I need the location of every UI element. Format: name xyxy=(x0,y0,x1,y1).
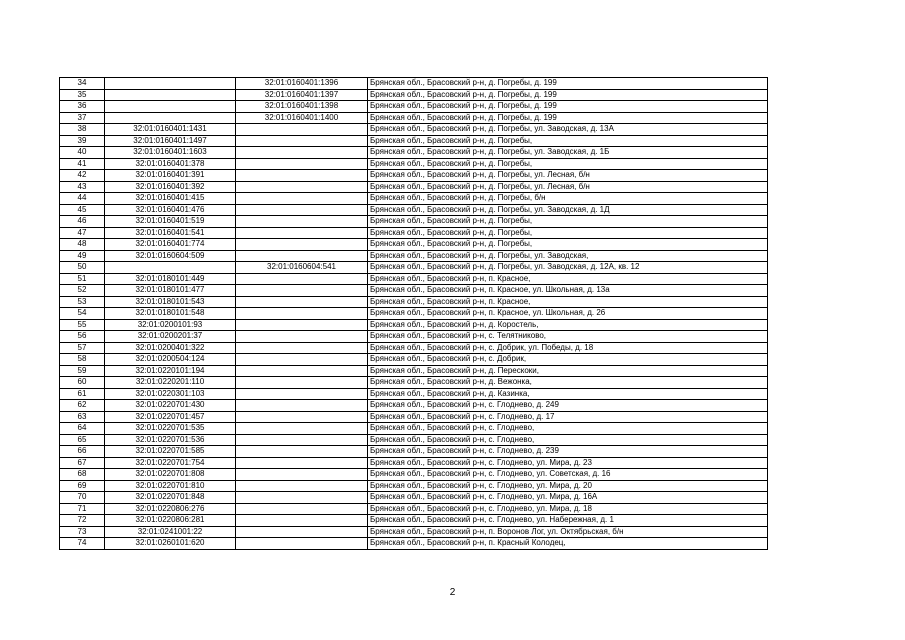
cadastral-number-alt-cell xyxy=(236,411,368,423)
cadastral-number-alt-cell xyxy=(236,239,368,251)
address-cell: Брянская обл., Брасовский р-н, п. Красный Колодец, xyxy=(368,538,768,550)
address-cell: Брянская обл., Брасовский р-н, д. Погребы, xyxy=(368,135,768,147)
cadastral-number-cell: 32:01:0160401:378 xyxy=(105,158,236,170)
cadastral-number-alt-cell xyxy=(236,124,368,136)
table-row xyxy=(60,331,768,343)
cadastral-number-cell: 32:01:0200101:93 xyxy=(105,319,236,331)
row-number-cell: 41 xyxy=(60,158,105,170)
table-row xyxy=(60,227,768,239)
row-number-cell: 51 xyxy=(60,273,105,285)
cadastral-number-cell: 32:01:0180101:449 xyxy=(105,273,236,285)
address-cell: Брянская обл., Брасовский р-н, с. Добрик, ул. Победы, д. 18 xyxy=(368,342,768,354)
cadastral-number-alt-cell xyxy=(236,308,368,320)
address-cell: Брянская обл., Брасовский р-н, п. Красное, xyxy=(368,273,768,285)
cadastral-number-cell: 32:01:0220201:110 xyxy=(105,377,236,389)
address-cell: Брянская обл., Брасовский р-н, д. Погребы, xyxy=(368,227,768,239)
table-row xyxy=(60,538,768,550)
cadastral-number-alt-cell xyxy=(236,135,368,147)
table-row xyxy=(60,526,768,538)
address-cell: Брянская обл., Брасовский р-н, д. Погребы, ул. Заводская, д. 12А, кв. 12 xyxy=(368,262,768,274)
cadastral-number-alt-cell xyxy=(236,492,368,504)
cadastral-number-cell: 32:01:0200401:322 xyxy=(105,342,236,354)
cadastral-number-alt-cell xyxy=(236,250,368,262)
row-number-cell: 53 xyxy=(60,296,105,308)
table-row xyxy=(60,503,768,515)
cadastral-number-alt-cell xyxy=(236,469,368,481)
cadastral-number-alt-cell xyxy=(236,181,368,193)
cadastral-number-alt-cell xyxy=(236,515,368,527)
row-number-cell: 52 xyxy=(60,285,105,297)
cadastral-number-cell: 32:01:0220301:103 xyxy=(105,388,236,400)
address-cell: Брянская обл., Брасовский р-н, с. Телятниково, xyxy=(368,331,768,343)
address-cell: Брянская обл., Брасовский р-н, п. Красное, ул. Школьная, д. 13а xyxy=(368,285,768,297)
cadastral-number-alt-cell xyxy=(236,446,368,458)
cadastral-number-cell: 32:01:0220701:754 xyxy=(105,457,236,469)
table-row xyxy=(60,124,768,136)
row-number-cell: 59 xyxy=(60,365,105,377)
row-number-cell: 70 xyxy=(60,492,105,504)
address-cell: Брянская обл., Брасовский р-н, д. Погребы, ул. Заводская, xyxy=(368,250,768,262)
row-number-cell: 67 xyxy=(60,457,105,469)
cadastral-number-cell: 32:01:0160401:415 xyxy=(105,193,236,205)
cadastral-number-cell: 32:01:0160401:774 xyxy=(105,239,236,251)
address-cell: Брянская обл., Брасовский р-н, д. Погребы, ул. Заводская, д. 1Д xyxy=(368,204,768,216)
address-cell: Брянская обл., Брасовский р-н, с. Глоднево, xyxy=(368,434,768,446)
cadastral-number-cell: 32:01:0180101:477 xyxy=(105,285,236,297)
row-number-cell: 44 xyxy=(60,193,105,205)
cadastral-number-cell: 32:01:0220701:848 xyxy=(105,492,236,504)
cadastral-number-cell xyxy=(105,262,236,274)
table-row xyxy=(60,135,768,147)
address-cell: Брянская обл., Брасовский р-н, с. Глоднево, д. 239 xyxy=(368,446,768,458)
cadastral-number-cell: 32:01:0220806:281 xyxy=(105,515,236,527)
cadastral-number-alt-cell xyxy=(236,227,368,239)
address-cell: Брянская обл., Брасовский р-н, д. Перескоки, xyxy=(368,365,768,377)
cadastral-number-alt-cell xyxy=(236,423,368,435)
address-cell: Брянская обл., Брасовский р-н, д. Погребы, ул. Заводская, д. 1Б xyxy=(368,147,768,159)
cadastral-number-cell: 32:01:0220701:536 xyxy=(105,434,236,446)
address-cell: Брянская обл., Брасовский р-н, п. Воронов Лог, ул. Октябрьская, б/н xyxy=(368,526,768,538)
row-number-cell: 63 xyxy=(60,411,105,423)
cadastral-number-cell: 32:01:0220701:810 xyxy=(105,480,236,492)
cadastral-number-alt-cell xyxy=(236,365,368,377)
table-row xyxy=(60,112,768,124)
row-number-cell: 45 xyxy=(60,204,105,216)
cadastral-number-cell: 32:01:0200201:37 xyxy=(105,331,236,343)
cadastral-number-alt-cell xyxy=(236,285,368,297)
row-number-cell: 42 xyxy=(60,170,105,182)
cadastral-number-cell: 32:01:0160401:476 xyxy=(105,204,236,216)
cadastral-number-alt-cell xyxy=(236,400,368,412)
cadastral-number-alt-cell xyxy=(236,296,368,308)
table-row xyxy=(60,388,768,400)
cadastral-number-cell: 32:01:0160401:391 xyxy=(105,170,236,182)
row-number-cell: 57 xyxy=(60,342,105,354)
cadastral-number-cell: 32:01:0220701:535 xyxy=(105,423,236,435)
cadastral-number-alt-cell xyxy=(236,170,368,182)
address-cell: Брянская обл., Брасовский р-н, д. Погребы, д. 199 xyxy=(368,78,768,90)
cadastral-number-cell: 32:01:0180101:548 xyxy=(105,308,236,320)
address-cell: Брянская обл., Брасовский р-н, д. Погребы, д. 199 xyxy=(368,101,768,113)
row-number-cell: 54 xyxy=(60,308,105,320)
address-cell: Брянская обл., Брасовский р-н, д. Коростель, xyxy=(368,319,768,331)
table-row xyxy=(60,216,768,228)
cadastral-number-alt-cell xyxy=(236,457,368,469)
cadastral-number-alt-cell: 32:01:0160401:1397 xyxy=(236,89,368,101)
cadastral-number-cell: 32:01:0260101:620 xyxy=(105,538,236,550)
cadastral-number-cell: 32:01:0220701:808 xyxy=(105,469,236,481)
cadastral-number-alt-cell xyxy=(236,342,368,354)
address-cell: Брянская обл., Брасовский р-н, п. Красное, xyxy=(368,296,768,308)
cadastral-number-alt-cell xyxy=(236,158,368,170)
row-number-cell: 49 xyxy=(60,250,105,262)
cadastral-number-alt-cell xyxy=(236,503,368,515)
cadastral-number-alt-cell xyxy=(236,434,368,446)
row-number-cell: 38 xyxy=(60,124,105,136)
table-body xyxy=(60,78,768,550)
cadastral-number-cell xyxy=(105,78,236,90)
address-cell: Брянская обл., Брасовский р-н, с. Глоднево, ул. Советская, д. 16 xyxy=(368,469,768,481)
cadastral-number-alt-cell: 32:01:0160401:1396 xyxy=(236,78,368,90)
address-cell: Брянская обл., Брасовский р-н, с. Глоднево, xyxy=(368,423,768,435)
cadastral-number-cell xyxy=(105,112,236,124)
row-number-cell: 69 xyxy=(60,480,105,492)
row-number-cell: 72 xyxy=(60,515,105,527)
table-row xyxy=(60,342,768,354)
cadastral-number-alt-cell xyxy=(236,354,368,366)
cadastral-number-cell: 32:01:0160401:1431 xyxy=(105,124,236,136)
cadastral-number-cell: 32:01:0241001:22 xyxy=(105,526,236,538)
row-number-cell: 73 xyxy=(60,526,105,538)
table-row xyxy=(60,239,768,251)
address-cell: Брянская обл., Брасовский р-н, с. Глоднево, д. 17 xyxy=(368,411,768,423)
table-row xyxy=(60,457,768,469)
address-cell: Брянская обл., Брасовский р-н, д. Погребы, д. 199 xyxy=(368,112,768,124)
address-cell: Брянская обл., Брасовский р-н, д. Погребы, д. 199 xyxy=(368,89,768,101)
row-number-cell: 60 xyxy=(60,377,105,389)
address-cell: Брянская обл., Брасовский р-н, д. Погребы, ул. Лесная, б/н xyxy=(368,170,768,182)
cadastral-number-alt-cell xyxy=(236,319,368,331)
row-number-cell: 61 xyxy=(60,388,105,400)
cadastral-number-cell: 32:01:0180101:543 xyxy=(105,296,236,308)
table-row xyxy=(60,469,768,481)
row-number-cell: 34 xyxy=(60,78,105,90)
page-number: 2 xyxy=(449,587,456,598)
cadastral-number-alt-cell xyxy=(236,273,368,285)
row-number-cell: 43 xyxy=(60,181,105,193)
cadastral-number-cell xyxy=(105,101,236,113)
address-cell: Брянская обл., Брасовский р-н, с. Добрик, xyxy=(368,354,768,366)
row-number-cell: 40 xyxy=(60,147,105,159)
address-cell: Брянская обл., Брасовский р-н, д. Погребы, ул. Заводская, д. 13А xyxy=(368,124,768,136)
row-number-cell: 62 xyxy=(60,400,105,412)
cadastral-number-alt-cell xyxy=(236,480,368,492)
row-number-cell: 50 xyxy=(60,262,105,274)
cadastral-number-alt-cell: 32:01:0160401:1398 xyxy=(236,101,368,113)
cadastral-table xyxy=(59,77,768,550)
table-row xyxy=(60,492,768,504)
table-row xyxy=(60,377,768,389)
row-number-cell: 65 xyxy=(60,434,105,446)
table-row xyxy=(60,101,768,113)
cadastral-number-cell: 32:01:0160401:519 xyxy=(105,216,236,228)
address-cell: Брянская обл., Брасовский р-н, с. Глоднево, д. 249 xyxy=(368,400,768,412)
address-cell: Брянская обл., Брасовский р-н, д. Казинка, xyxy=(368,388,768,400)
cadastral-number-alt-cell xyxy=(236,388,368,400)
row-number-cell: 55 xyxy=(60,319,105,331)
table-row xyxy=(60,423,768,435)
table-row xyxy=(60,181,768,193)
address-cell: Брянская обл., Брасовский р-н, д. Вежонка, xyxy=(368,377,768,389)
row-number-cell: 37 xyxy=(60,112,105,124)
row-number-cell: 48 xyxy=(60,239,105,251)
address-cell: Брянская обл., Брасовский р-н, с. Глоднево, ул. Мира, д. 20 xyxy=(368,480,768,492)
cadastral-number-cell: 32:01:0160604:509 xyxy=(105,250,236,262)
table-row xyxy=(60,400,768,412)
address-cell: Брянская обл., Брасовский р-н, с. Глоднево, ул. Мира, д. 18 xyxy=(368,503,768,515)
address-cell: Брянская обл., Брасовский р-н, д. Погребы, xyxy=(368,239,768,251)
row-number-cell: 36 xyxy=(60,101,105,113)
cadastral-number-alt-cell xyxy=(236,193,368,205)
cadastral-number-cell: 32:01:0200504:124 xyxy=(105,354,236,366)
cadastral-number-alt-cell xyxy=(236,204,368,216)
cadastral-number-alt-cell xyxy=(236,147,368,159)
cadastral-number-alt-cell xyxy=(236,526,368,538)
row-number-cell: 46 xyxy=(60,216,105,228)
row-number-cell: 71 xyxy=(60,503,105,515)
table-row xyxy=(60,365,768,377)
row-number-cell: 68 xyxy=(60,469,105,481)
address-cell: Брянская обл., Брасовский р-н, с. Глоднево, ул. Набережная, д. 1 xyxy=(368,515,768,527)
table-row xyxy=(60,515,768,527)
table-row xyxy=(60,434,768,446)
table-row xyxy=(60,273,768,285)
cadastral-number-cell: 32:01:0220701:585 xyxy=(105,446,236,458)
table-row xyxy=(60,193,768,205)
row-number-cell: 39 xyxy=(60,135,105,147)
table-row xyxy=(60,319,768,331)
table-row xyxy=(60,89,768,101)
cadastral-number-cell: 32:01:0160401:541 xyxy=(105,227,236,239)
address-cell: Брянская обл., Брасовский р-н, д. Погребы, xyxy=(368,216,768,228)
cadastral-number-cell: 32:01:0220701:430 xyxy=(105,400,236,412)
row-number-cell: 56 xyxy=(60,331,105,343)
row-number-cell: 64 xyxy=(60,423,105,435)
table-row xyxy=(60,480,768,492)
cadastral-number-cell xyxy=(105,89,236,101)
table-row xyxy=(60,308,768,320)
table-row xyxy=(60,78,768,90)
table-row xyxy=(60,170,768,182)
cadastral-number-cell: 32:01:0220101:194 xyxy=(105,365,236,377)
table-row xyxy=(60,262,768,274)
address-cell: Брянская обл., Брасовский р-н, с. Глоднево, ул. Мира, д. 16А xyxy=(368,492,768,504)
table-row xyxy=(60,296,768,308)
cadastral-number-alt-cell: 32:01:0160604:541 xyxy=(236,262,368,274)
table-row xyxy=(60,204,768,216)
cadastral-number-cell: 32:01:0160401:1497 xyxy=(105,135,236,147)
table-row xyxy=(60,250,768,262)
table-row xyxy=(60,158,768,170)
table-row xyxy=(60,446,768,458)
cadastral-number-alt-cell xyxy=(236,538,368,550)
row-number-cell: 74 xyxy=(60,538,105,550)
table-row xyxy=(60,411,768,423)
table-row xyxy=(60,354,768,366)
address-cell: Брянская обл., Брасовский р-н, с. Глоднево, ул. Мира, д. 23 xyxy=(368,457,768,469)
cadastral-number-cell: 32:01:0220701:457 xyxy=(105,411,236,423)
cadastral-number-alt-cell xyxy=(236,377,368,389)
cadastral-number-cell: 32:01:0160401:392 xyxy=(105,181,236,193)
address-cell: Брянская обл., Брасовский р-н, д. Погребы, б/н xyxy=(368,193,768,205)
row-number-cell: 58 xyxy=(60,354,105,366)
row-number-cell: 66 xyxy=(60,446,105,458)
address-cell: Брянская обл., Брасовский р-н, п. Красное, ул. Школьная, д. 26 xyxy=(368,308,768,320)
table-row xyxy=(60,147,768,159)
cadastral-number-alt-cell: 32:01:0160401:1400 xyxy=(236,112,368,124)
cadastral-number-cell: 32:01:0220806:276 xyxy=(105,503,236,515)
address-cell: Брянская обл., Брасовский р-н, д. Погребы, ул. Лесная, б/н xyxy=(368,181,768,193)
cadastral-number-cell: 32:01:0160401:1603 xyxy=(105,147,236,159)
row-number-cell: 35 xyxy=(60,89,105,101)
address-cell: Брянская обл., Брасовский р-н, д. Погребы, xyxy=(368,158,768,170)
row-number-cell: 47 xyxy=(60,227,105,239)
table-row xyxy=(60,285,768,297)
cadastral-number-alt-cell xyxy=(236,216,368,228)
cadastral-number-alt-cell xyxy=(236,331,368,343)
